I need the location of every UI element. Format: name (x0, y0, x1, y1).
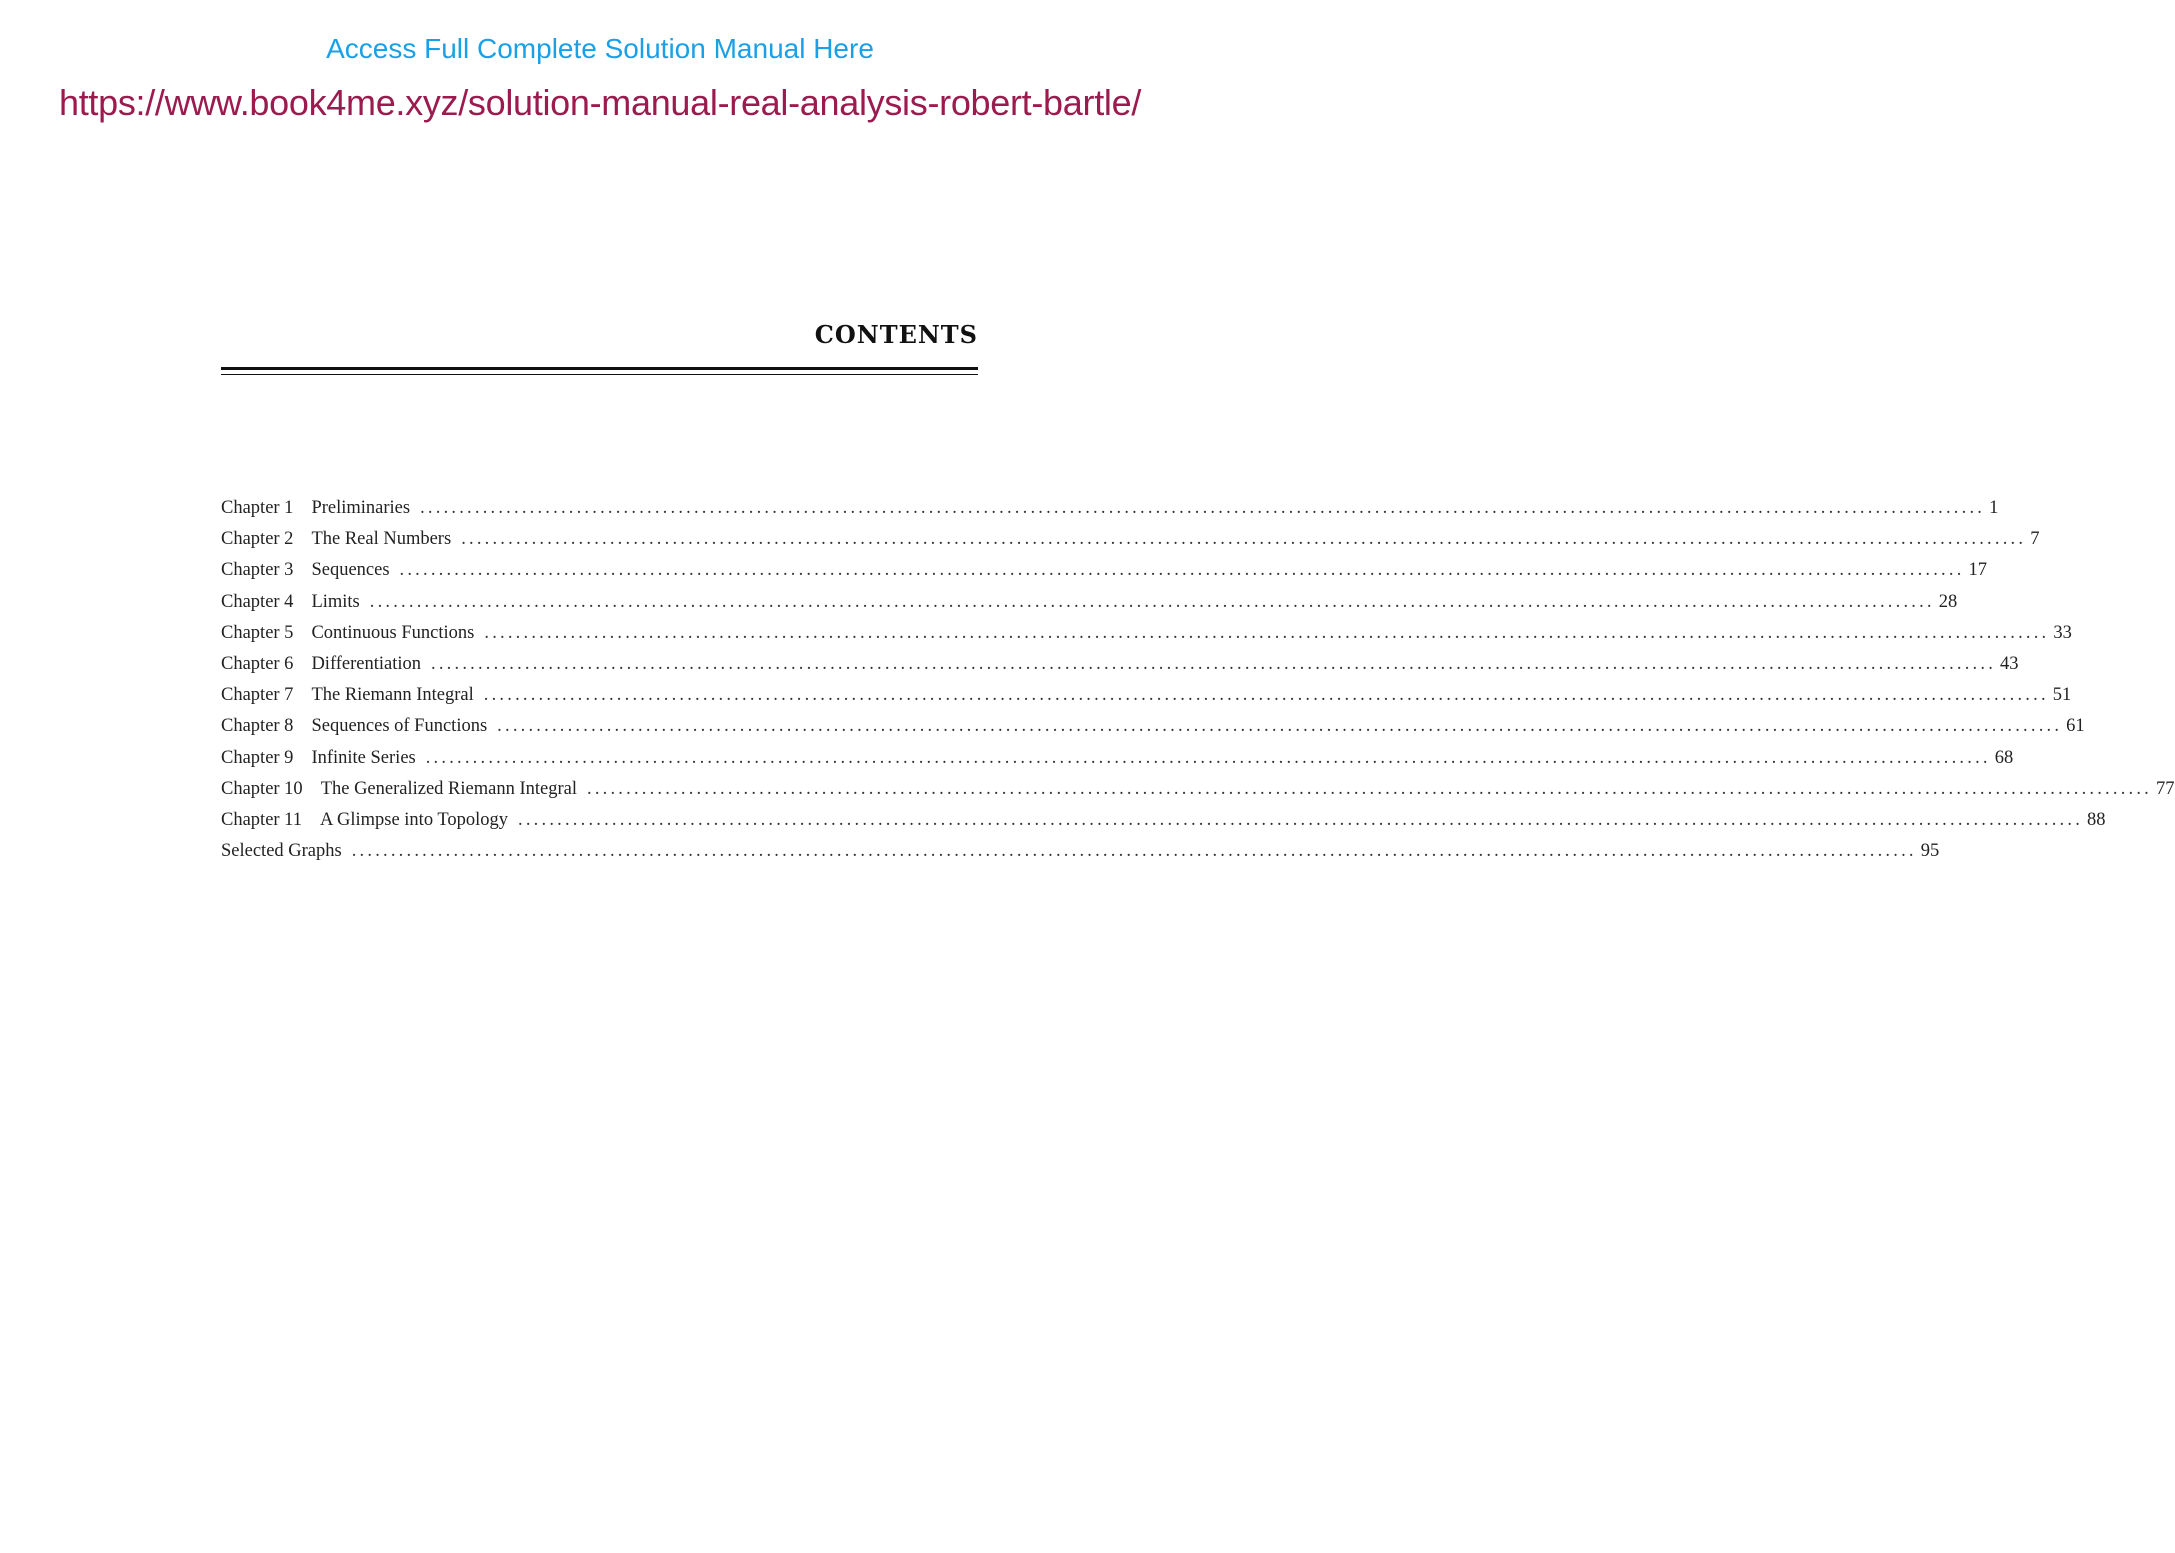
toc-page-number: 28 (1938, 591, 1958, 612)
toc-chapter-title: Differentiation (311, 653, 422, 674)
toc-chapter-title: Limits (311, 591, 360, 612)
toc-chapter-number: Chapter 5 (221, 622, 294, 643)
toc-chapter-number: Chapter 10 (221, 778, 303, 799)
access-banner-link[interactable]: https://www.book4me.xyz/solution-manual-real-analysis-robert-bartle/ (58, 82, 1142, 123)
toc-chapter-title: The Generalized Riemann Integral (320, 778, 577, 799)
toc-leader-dots: ........................................................................................................................................................................................................ (351, 841, 1917, 862)
toc-entry[interactable] (221, 653, 2019, 685)
toc-chapter-number: Chapter 7 (221, 685, 294, 706)
title-rule-thick (221, 367, 978, 370)
toc-page-number: 68 (1994, 747, 2014, 768)
toc-chapter-number: Chapter 6 (221, 653, 294, 674)
toc-leader-dots: ........................................................................................................................................................................................................ (518, 809, 2084, 830)
toc-page-number: 43 (2000, 653, 2019, 674)
table-of-contents (221, 498, 2175, 872)
toc-leader-dots: ........................................................................................................................................................................................................ (369, 591, 1935, 612)
toc-leader-dots: ........................................................................................................................................................................................................ (420, 498, 1986, 518)
toc-leader-dots: ........................................................................................................................................................................................................ (431, 653, 1997, 674)
toc-chapter-number: Chapter 8 (221, 716, 294, 737)
page-title: CONTENTS (814, 320, 978, 349)
toc-page-number: 7 (2030, 529, 2040, 550)
toc-chapter-title: Sequences of Functions (311, 716, 488, 737)
toc-page-number: 51 (2052, 685, 2072, 706)
toc-entry[interactable] (221, 498, 1999, 529)
toc-chapter-title: The Riemann Integral (311, 685, 474, 706)
title-rule-thin (221, 374, 978, 375)
toc-entry[interactable] (221, 685, 2072, 716)
toc-page-number: 77 (2156, 778, 2175, 799)
toc-page-number: 1 (1989, 498, 1999, 518)
toc-leader-dots: ........................................................................................................................................................................................................ (425, 747, 1991, 768)
toc-page-number: 17 (1968, 560, 1988, 581)
toc-chapter-number: Chapter 4 (221, 591, 294, 612)
toc-chapter-title: Infinite Series (311, 747, 416, 768)
toc-leader-dots: ........................................................................................................................................................................................................ (399, 560, 1965, 581)
toc-chapter-title: Preliminaries (311, 498, 411, 518)
toc-entry[interactable] (221, 529, 2040, 560)
toc-page-number: 61 (2066, 716, 2085, 737)
toc-leader-dots: ........................................................................................................................................................................................................ (587, 778, 2152, 799)
toc-leader-dots: ........................................................................................................................................................................................................ (497, 716, 2063, 737)
toc-chapter-number: Chapter 11 (221, 809, 303, 830)
toc-entry[interactable] (221, 560, 1988, 591)
toc-page-number: 88 (2087, 809, 2106, 830)
toc-leader-dots: ........................................................................................................................................................................................................ (483, 685, 2049, 706)
access-banner-heading: Access Full Complete Solution Manual Here (326, 33, 874, 64)
toc-page-number: 33 (2053, 622, 2072, 643)
toc-entry[interactable] (221, 809, 2106, 841)
toc-section-title: Selected Graphs (221, 841, 342, 862)
toc-chapter-number: Chapter 1 (221, 498, 294, 518)
toc-chapter-number: Chapter 9 (221, 747, 294, 768)
toc-chapter-number: Chapter 3 (221, 560, 294, 581)
toc-entry[interactable] (221, 622, 2072, 654)
toc-chapter-title: A Glimpse into Topology (320, 809, 509, 830)
toc-chapter-title: Sequences (311, 560, 390, 581)
toc-entry[interactable] (221, 841, 1940, 872)
toc-page-number: 95 (1920, 841, 1940, 862)
toc-entry[interactable] (221, 778, 2175, 810)
toc-chapter-title: Continuous Functions (311, 622, 475, 643)
toc-entry[interactable] (221, 716, 2085, 747)
toc-leader-dots: ........................................................................................................................................................................................................ (461, 529, 2027, 550)
toc-chapter-number: Chapter 2 (221, 529, 294, 550)
toc-entry[interactable] (221, 591, 1958, 623)
toc-entry[interactable] (221, 747, 2014, 779)
toc-chapter-title: The Real Numbers (311, 529, 452, 550)
toc-leader-dots: ........................................................................................................................................................................................................ (484, 622, 2050, 643)
